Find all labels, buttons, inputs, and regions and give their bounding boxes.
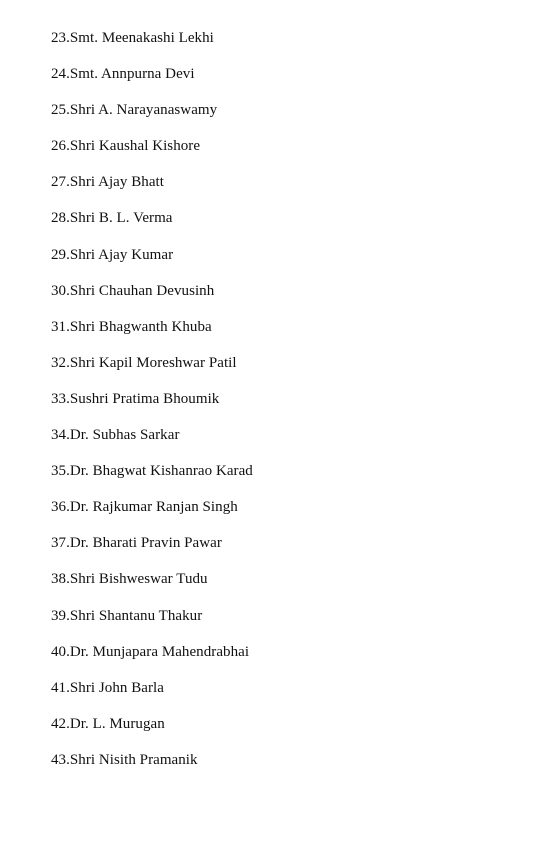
- list-item: 31.Shri Bhagwanth Khuba: [51, 318, 212, 335]
- list-item: 29.Shri Ajay Kumar: [51, 246, 174, 263]
- list-item: 35.Dr. Bhagwat Kishanrao Karad: [51, 463, 253, 480]
- minister-list: [51, 29, 253, 787]
- list-item: 39.Shri Shantanu Thakur: [51, 607, 203, 624]
- list-item: 25.Shri A. Narayanaswamy: [51, 102, 218, 119]
- list-item: 27.Shri Ajay Bhatt: [51, 174, 164, 191]
- list-item: 37.Dr. Bharati Pravin Pawar: [51, 535, 222, 552]
- list-item: 43.Shri Nisith Pramanik: [51, 751, 198, 768]
- list-item: 41.Shri John Barla: [51, 679, 164, 696]
- list-item: 23.Smt. Meenakashi Lekhi: [51, 30, 214, 46]
- list-item: 30.Shri Chauhan Devusinh: [51, 282, 215, 299]
- list-item: 40.Dr. Munjapara Mahendrabhai: [51, 643, 250, 660]
- list-item: 42.Dr. L. Murugan: [51, 715, 165, 732]
- list-item: 28.Shri B. L. Verma: [51, 210, 173, 227]
- list-item: 34.Dr. Subhas Sarkar: [51, 427, 180, 444]
- list-item: 36.Dr. Rajkumar Ranjan Singh: [51, 499, 238, 516]
- list-item: 26.Shri Kaushal Kishore: [51, 138, 201, 155]
- list-item: 38.Shri Bishweswar Tudu: [51, 571, 208, 588]
- list-item: 32.Shri Kapil Moreshwar Patil: [51, 354, 237, 371]
- list-item: 33.Sushri Pratima Bhoumik: [51, 390, 220, 407]
- list-item: 24.Smt. Annpurna Devi: [51, 66, 195, 83]
